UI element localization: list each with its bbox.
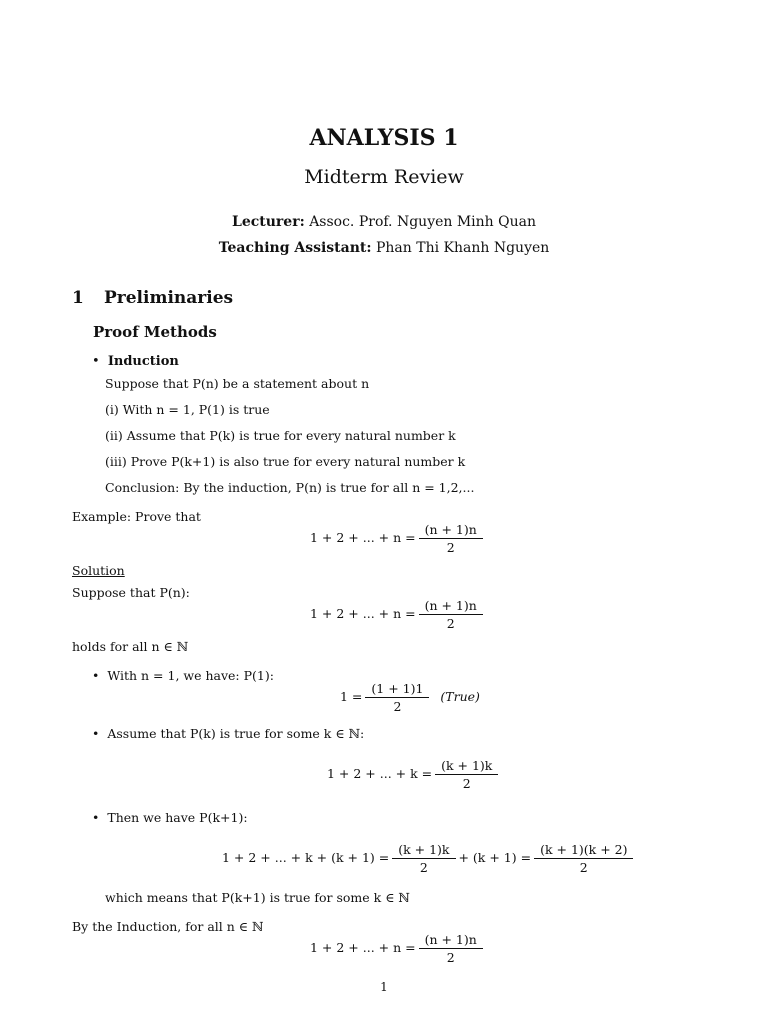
equation-lhs: 1 + 2 + ... + n = [310, 530, 416, 545]
fraction-numerator: (n + 1)n [424, 932, 477, 947]
fraction-denominator: 2 [419, 948, 483, 965]
solution-heading: Solution [72, 563, 125, 578]
induction-line: Conclusion: By the induction, P(n) is true for all n = 1,2,... [105, 480, 475, 495]
fraction [368, 681, 426, 714]
means-line: which means that P(k+1) is true for some k ∈ ℕ [105, 890, 410, 905]
equation-middle: + (k + 1) = [458, 850, 532, 865]
ta-label: Teaching Assistant: [218, 240, 372, 256]
page-number: 1 [380, 980, 388, 994]
bullet-text: Assume that P(k) is true for some k ∈ ℕ: [107, 726, 365, 741]
document-title: ANALYSIS 1 [309, 125, 459, 151]
induction-line: Suppose that P(n) be a statement about n [105, 376, 370, 391]
fraction-denominator: 2 [435, 774, 498, 791]
lecturer-line [0, 214, 768, 230]
bullet-base-case [92, 668, 274, 683]
fraction-numerator: (k + 1)k [398, 842, 450, 857]
inductive-step-equation [222, 842, 632, 875]
bullet-dot: • [92, 810, 100, 825]
bullet-dot: • [92, 668, 100, 683]
section-title: Preliminaries [104, 288, 234, 308]
true-note: (True) [440, 689, 480, 704]
fraction [395, 842, 452, 875]
solution-equation [310, 598, 482, 631]
bullet-text: With n = 1, we have: P(1): [107, 668, 274, 683]
fraction [438, 758, 495, 791]
bullet-dot: • [92, 354, 100, 369]
fraction-denominator: 2 [419, 614, 483, 631]
section-number: 1 [72, 288, 84, 308]
subsection-heading: Proof Methods [93, 323, 217, 341]
bullet-inductive-step [92, 810, 248, 825]
induction-line: (iii) Prove P(k+1) is also true for every natural number k [105, 454, 466, 469]
base-case-equation [340, 681, 480, 714]
equation-lhs: 1 + 2 + ... + n = [310, 940, 416, 955]
fraction-numerator: (k + 1)(k + 2) [540, 842, 628, 857]
equation-lhs: 1 + 2 + ... + n = [310, 606, 416, 621]
lecturer-name: Assoc. Prof. Nguyen Minh Quan [309, 214, 537, 230]
solution-suppose: Suppose that P(n): [72, 585, 190, 600]
fraction-denominator: 2 [392, 858, 455, 875]
hypothesis-equation [327, 758, 497, 791]
fraction-denominator: 2 [365, 697, 429, 714]
holds-line: holds for all n ∈ ℕ [72, 639, 189, 654]
conclusion-equation [310, 932, 482, 965]
induction-title: Induction [107, 354, 179, 369]
bullet-hypothesis [92, 726, 364, 741]
fraction-numerator: (1 + 1)1 [371, 681, 424, 696]
fraction-numerator: (n + 1)n [424, 522, 477, 537]
bullet-text: Then we have P(k+1): [107, 810, 248, 825]
fraction-denominator: 2 [419, 538, 483, 555]
by-induction-line: By the Induction, for all n ∈ ℕ [72, 919, 264, 934]
example-intro: Example: Prove that [72, 509, 201, 524]
fraction-numerator: (n + 1)n [424, 598, 477, 613]
section-heading [72, 288, 233, 308]
fraction-numerator: (k + 1)k [441, 758, 493, 773]
equation-lhs: 1 + 2 + ... + k = [327, 766, 433, 781]
teaching-assistant-line [0, 240, 768, 256]
fraction [422, 522, 480, 555]
induction-line: (i) With n = 1, P(1) is true [105, 402, 270, 417]
induction-line: (ii) Assume that P(k) is true for every natural number k [105, 428, 456, 443]
fraction [422, 932, 480, 965]
equation-lhs: 1 = [340, 689, 363, 704]
fraction [537, 842, 630, 875]
document-subtitle: Midterm Review [304, 166, 464, 188]
equation-lhs: 1 + 2 + ... + k + (k + 1) = [222, 850, 390, 865]
fraction-denominator: 2 [534, 858, 633, 875]
ta-name: Phan Thi Khanh Nguyen [376, 240, 550, 256]
fraction [422, 598, 480, 631]
bullet-dot: • [92, 726, 100, 741]
bullet-induction [92, 354, 179, 369]
example-equation [310, 522, 482, 555]
lecturer-label: Lecturer: [231, 214, 305, 230]
